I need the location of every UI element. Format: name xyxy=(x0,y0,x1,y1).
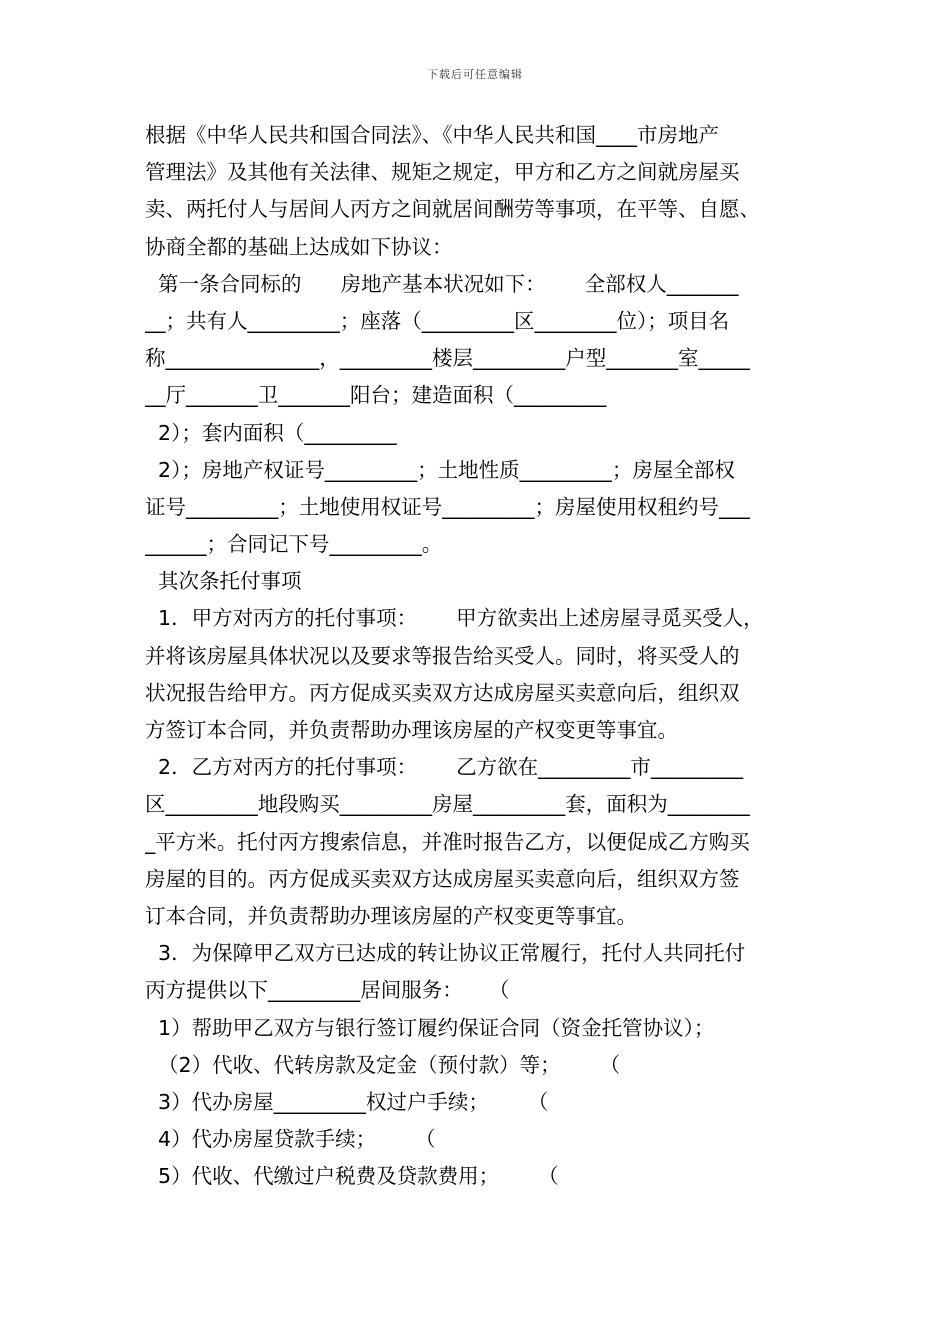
text-line: ______；合同记下号_________。 xyxy=(145,532,443,557)
text-line: 证号_________；土地使用权证号_________；房屋使用权租约号___ xyxy=(145,494,750,519)
list-item: （2）代收、代转房款及定金（预付款）等； （ xyxy=(145,1052,621,1077)
text-line: 2）；房地产权证号_________；土地性质_________；房屋全部权 xyxy=(145,457,735,482)
text-line: __厅_______卫_______阳台；建造面积（_________ xyxy=(145,383,607,408)
text-line: 管理法》及其他有关法律、规矩之规定，甲方和乙方之间就房屋买 xyxy=(145,160,740,185)
text-line: 状况报告给甲方。丙方促成买卖双方达成房屋买卖意向后，组织双 xyxy=(145,680,740,705)
text-line: 房屋的目的。丙方促成买卖双方达成房屋买卖意向后，组织双方签 xyxy=(145,866,740,891)
text-line: 3．为保障甲乙双方已达成的转让协议正常履行，托付人共同托付 xyxy=(145,941,746,966)
list-item: 5）代收、代缴过户税费及贷款费用； （ xyxy=(145,1164,559,1189)
text-line: 根据《中华人民共和国合同法》、《中华人民共和国____市房地产 xyxy=(145,123,719,147)
text-line: 协商全都的基础上达成如下协议： xyxy=(145,234,453,259)
contract-body xyxy=(145,117,813,1195)
text-line: 2）；套内面积（_________ xyxy=(145,420,397,445)
page-header-note: 下载后可任意编辑 xyxy=(427,68,523,81)
text-line: 卖、两托付人与居间人丙方之间就居间酬劳等事项，在平等、自愿、 xyxy=(145,197,760,222)
text-line: 第一条合同标的 房地产基本状况如下： 全部权人_______ xyxy=(145,271,739,296)
list-item: 3）代办房屋_________权过户手续； （ xyxy=(145,1089,549,1114)
section-heading: 其次条托付事项 xyxy=(145,569,302,594)
list-item: 1）帮助甲乙双方与银行签订履约保证合同（资金托管协议）； xyxy=(145,1015,715,1040)
text-line: 称_______________，_________楼层_________户型_______室_____ xyxy=(145,346,750,371)
text-line: 丙方提供以下_________居间服务： （ xyxy=(145,978,510,1003)
text-line: _平方米。托付丙方搜索信息，并准时报告乙方，以便促成乙方购买 xyxy=(145,829,750,854)
text-line: 2．乙方对丙方的托付事项： 乙方欲在_________市_________ xyxy=(145,755,744,780)
text-line: __；共有人_________；座落（_________区________位）；项目名 xyxy=(145,308,730,333)
text-line: 订本合同，并负责帮助办理该房屋的产权变更等事宜。 xyxy=(145,903,637,928)
text-line: 方签订本合同，并负责帮助办理该房屋的产权变更等事宜。 xyxy=(145,718,678,742)
text-line: 1．甲方对丙方的托付事项： 甲方欲卖出上述房屋寻觅买受人， xyxy=(145,606,764,631)
text-line: 并将该房屋具体状况以及要求等报告给买受人。同时，将买受人的 xyxy=(145,643,740,668)
text-line: 区_________地段购买_________房屋_________套，面积为________ xyxy=(145,792,750,817)
list-item: 4）代办房屋贷款手续； （ xyxy=(145,1127,436,1152)
